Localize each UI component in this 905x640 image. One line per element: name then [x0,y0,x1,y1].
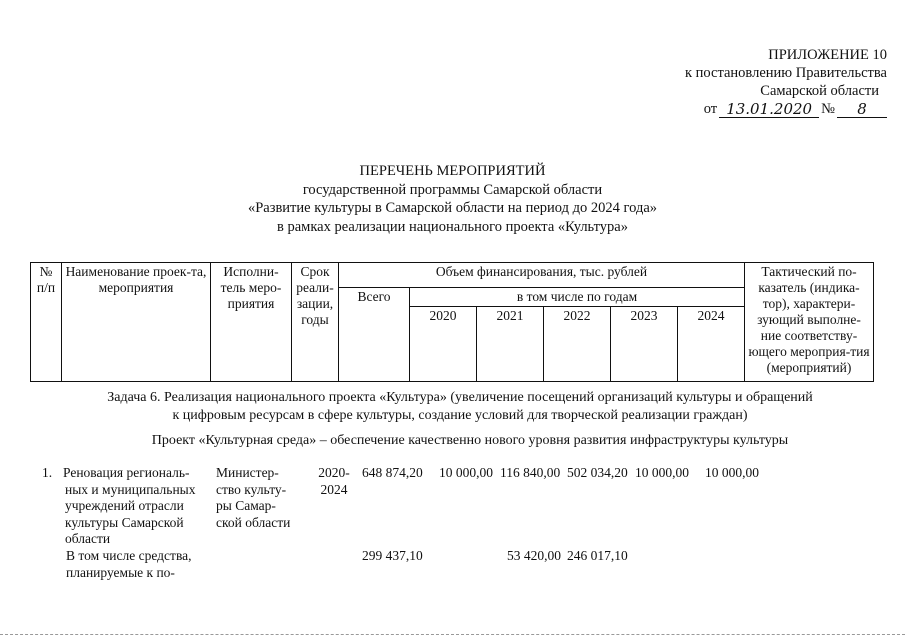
task-line-2: к цифровым ресурсам в сфере культуры, создание условий для творческой реализации граждан) [172,407,748,423]
row-1-name [63,465,213,548]
row-1-name-line: учреждений отрасли [65,498,184,513]
title-line-4: в рамках реализации национального проекта «Культура» [277,218,628,235]
appendix-region: Самарской области [760,83,879,99]
header-executor: Исполни-тель меро-приятия [211,263,292,382]
header-funding: Объем финансирования, тыс. рублей [339,263,745,288]
row-1-executor-line: ры Самар- [216,498,276,513]
row-1-term [312,465,356,498]
row-1-term-line: 2024 [320,481,348,497]
row-2-name-line: В том числе средства, [66,548,192,563]
handwritten-date: 13.01.2020 [719,101,819,118]
row-1-executor-line: Министер- [216,465,279,480]
row-2-total: 299 437,10 [362,548,423,563]
appendix-title: ПРИЛОЖЕНИЕ 10 [768,47,887,63]
date-prefix: от [703,101,718,117]
appendix-block [627,46,887,118]
row-2-name-line: планируемые к по- [66,564,175,580]
appendix-date-number [627,100,887,118]
task-heading [60,389,860,424]
handwritten-number: 8 [837,101,887,118]
header-term: Срок реали-зации, годы [292,263,339,382]
header-year-2024: 2024 [678,307,745,382]
row-1-executor [216,465,306,531]
row-1-total: 648 874,20 [362,465,423,480]
project-heading: Проект «Культурная среда» – обеспечение качественно нового уровня развития инфраструктуры культуры [151,433,789,448]
header-total: Всего [339,288,410,382]
row-1-name-line: ных и муниципальных [65,481,196,497]
row-1-term-line: 2020- [318,465,350,480]
header-by-year: в том числе по годам [410,288,745,307]
row-2-name [66,548,216,581]
row-1-2020: 10 000,00 [439,465,493,480]
row-1-executor-line: ской области [216,514,291,530]
header-year-2020: 2020 [410,307,477,382]
row-1-2021: 116 840,00 [500,465,561,480]
header-year-2021: 2021 [477,307,544,382]
measures-table-header [30,262,874,382]
title-line-1: ПЕРЕЧЕНЬ МЕРОПРИЯТИЙ [359,163,546,179]
row-1-2022: 502 034,20 [567,465,628,480]
row-1-name-line: области [65,531,111,546]
number-prefix: № [821,101,835,117]
page-edge-divider [0,634,905,635]
row-2-2021: 53 420,00 [507,548,561,563]
row-1-num: 1. [42,465,53,480]
header-indicator: Тактический по-казатель (индика-тор), характери-зующий выполне-ние соответству-ющего мероприя-тия (мероприятий) [745,263,874,382]
row-1-2024: 10 000,00 [705,465,759,480]
title-line-3: «Развитие культуры в Самарской области на период до 2024 года» [247,200,658,216]
document-title [0,162,905,236]
header-name: Наименование проек-та, мероприятия [62,263,211,382]
header-num: № п/п [31,263,62,382]
row-1-name-line: Реновация региональ- [63,465,190,480]
header-year-2022: 2022 [544,307,611,382]
header-year-2023: 2023 [611,307,678,382]
task-line-1: Задача 6. Реализация национального проекта «Культура» (увеличение посещений организаций культуры и обращений [107,390,813,405]
row-1-name-line: культуры Самарской [65,514,184,530]
row-1-2023: 10 000,00 [635,465,689,480]
row-1-executor-line: ство культу- [216,481,287,497]
title-line-2: государственной программы Самарской области [302,181,603,198]
appendix-decree: к постановлению Правительства [685,65,887,81]
row-2-2022: 246 017,10 [567,548,628,563]
